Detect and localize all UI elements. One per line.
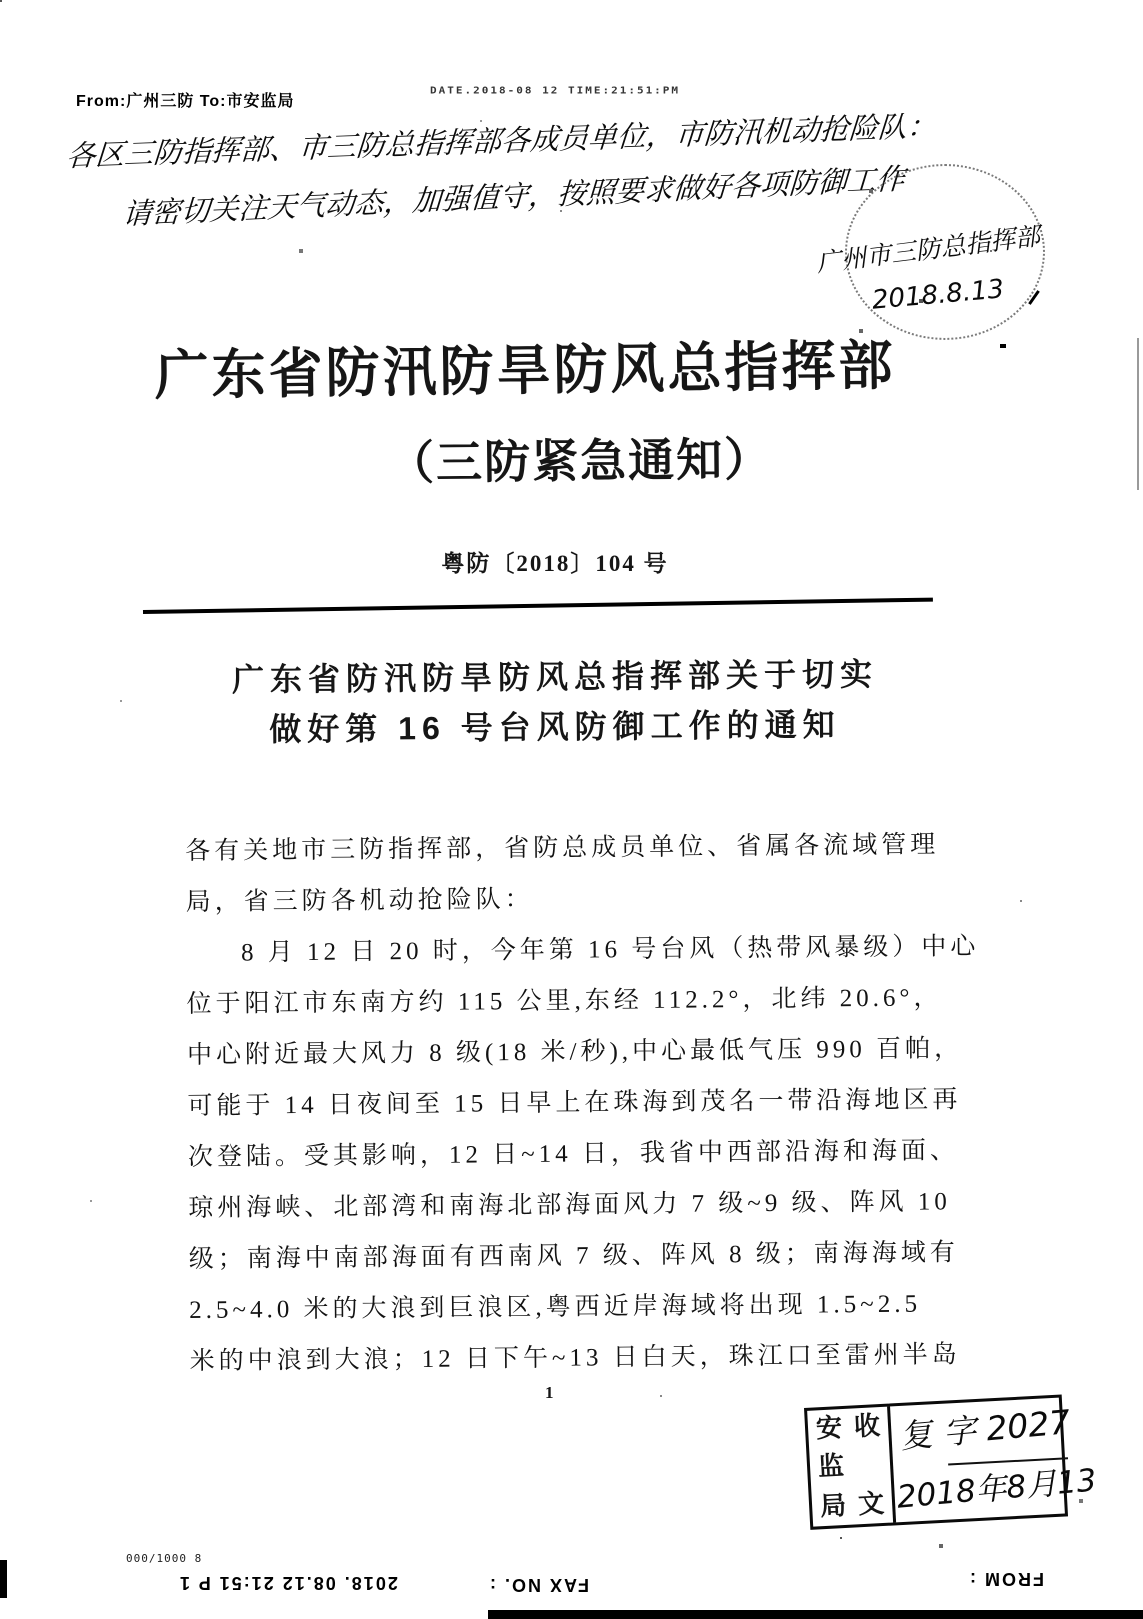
body-line: 中心附近最大风力 8 级(18 米/秒),中心最低气压 990 百帕， (186, 1035, 964, 1069)
body-line: 琼州海峡、北部湾和南海北部海面风力 7 级~9 级、阵风 10 (188, 1188, 951, 1222)
receipt-stamp-char: 文 (857, 1488, 885, 1520)
receipt-stamp-char: 收 (853, 1411, 881, 1442)
receipt-stamp-char: 局 (819, 1490, 847, 1522)
letterhead-title: 广东省防汛防旱防风总指挥部 (154, 335, 896, 407)
fax-footer-timestamp: 2018. 08.12 21:51 P 1 (178, 1573, 398, 1593)
body-line: 各有关地市三防指挥部，省防总成员单位、省属各流域管理 (185, 831, 940, 865)
body-line: 级；南海中南部海面有西南风 7 级、阵风 8 级；南海海域有 (188, 1239, 959, 1273)
scan-stray-dot (1000, 344, 1006, 348)
document-number: 粤防〔2018〕104 号 (441, 551, 669, 576)
notice-title-line1: 广东省防汛防旱防风总指挥部关于切实 (231, 656, 879, 698)
fax-from-to-header: From:广州三防 To:市安监局 (76, 93, 295, 110)
fax-page-counter: 000/1000 8 (126, 1552, 203, 1565)
receipt-stamp-char: 安 (815, 1413, 843, 1444)
receipt-stamp-char: 监 (817, 1451, 845, 1482)
body-line: 可能于 14 日夜间至 15 日早上在珠海到茂名一带沿海地区再 (187, 1086, 962, 1120)
receipt-stamp-entries (890, 1398, 1098, 1523)
receipt-ref-number: 复 字 2027 (898, 1402, 1072, 1456)
fax-footer-from: FROM : (968, 1569, 1044, 1589)
receipt-stamp-box (804, 1394, 1098, 1529)
body-line: 位于阳江市东南方约 115 公里,东经 112.2°，北纬 20.6°， (186, 984, 943, 1018)
body-line: 8 月 12 日 20 时，今年第 16 号台风（热带风暴级）中心 (240, 933, 980, 967)
letterhead-subtitle: （三防紧急通知） (387, 432, 773, 490)
receipt-date: 2018年8月13 (895, 1462, 1098, 1516)
letterhead-rule (143, 598, 933, 614)
scan-edge-mark (0, 1560, 7, 1598)
scan-bottom-bar (488, 1610, 1143, 1619)
scan-right-edge-line (1137, 338, 1139, 490)
body-line: 次登陆。受其影响，12 日~14 日，我省中西部沿海和海面、 (187, 1137, 960, 1171)
scan-noise-speckles (0, 0, 2, 2)
round-stamp-date: 2018.8.13 (870, 274, 1006, 316)
receipt-stamp-bureau (807, 1406, 896, 1526)
fax-datetime-header: DATE.2018-08 12 TIME:21:51:PM (430, 84, 681, 97)
handwritten-annotation-line1: 各区三防指挥部、市三防总指挥部各成员单位，市防汛机动抢险队： (65, 108, 938, 174)
page-number: 1 (545, 1383, 554, 1402)
notice-title-line2: 做好第 16 号台风防御工作的通知 (269, 706, 841, 748)
body-line: 米的中浪到大浪；12 日下午~13 日白天，珠江口至雷州半岛 (189, 1341, 961, 1375)
fax-footer-fax-no: FAX NO. : (488, 1575, 590, 1595)
body-line: 2.5~4.0 米的大浪到巨浪区,粤西近岸海域将出现 1.5~2.5 (189, 1290, 922, 1324)
body-line: 局，省三防各机动抢险队： (185, 885, 534, 916)
notice-body (185, 820, 980, 1387)
round-stamp-org-text: 广州市三防总指挥部 (814, 221, 1042, 278)
handwritten-annotation-line2: 请密切关注天气动态，加强值守，按照要求做好各项防御工作 (121, 161, 906, 232)
